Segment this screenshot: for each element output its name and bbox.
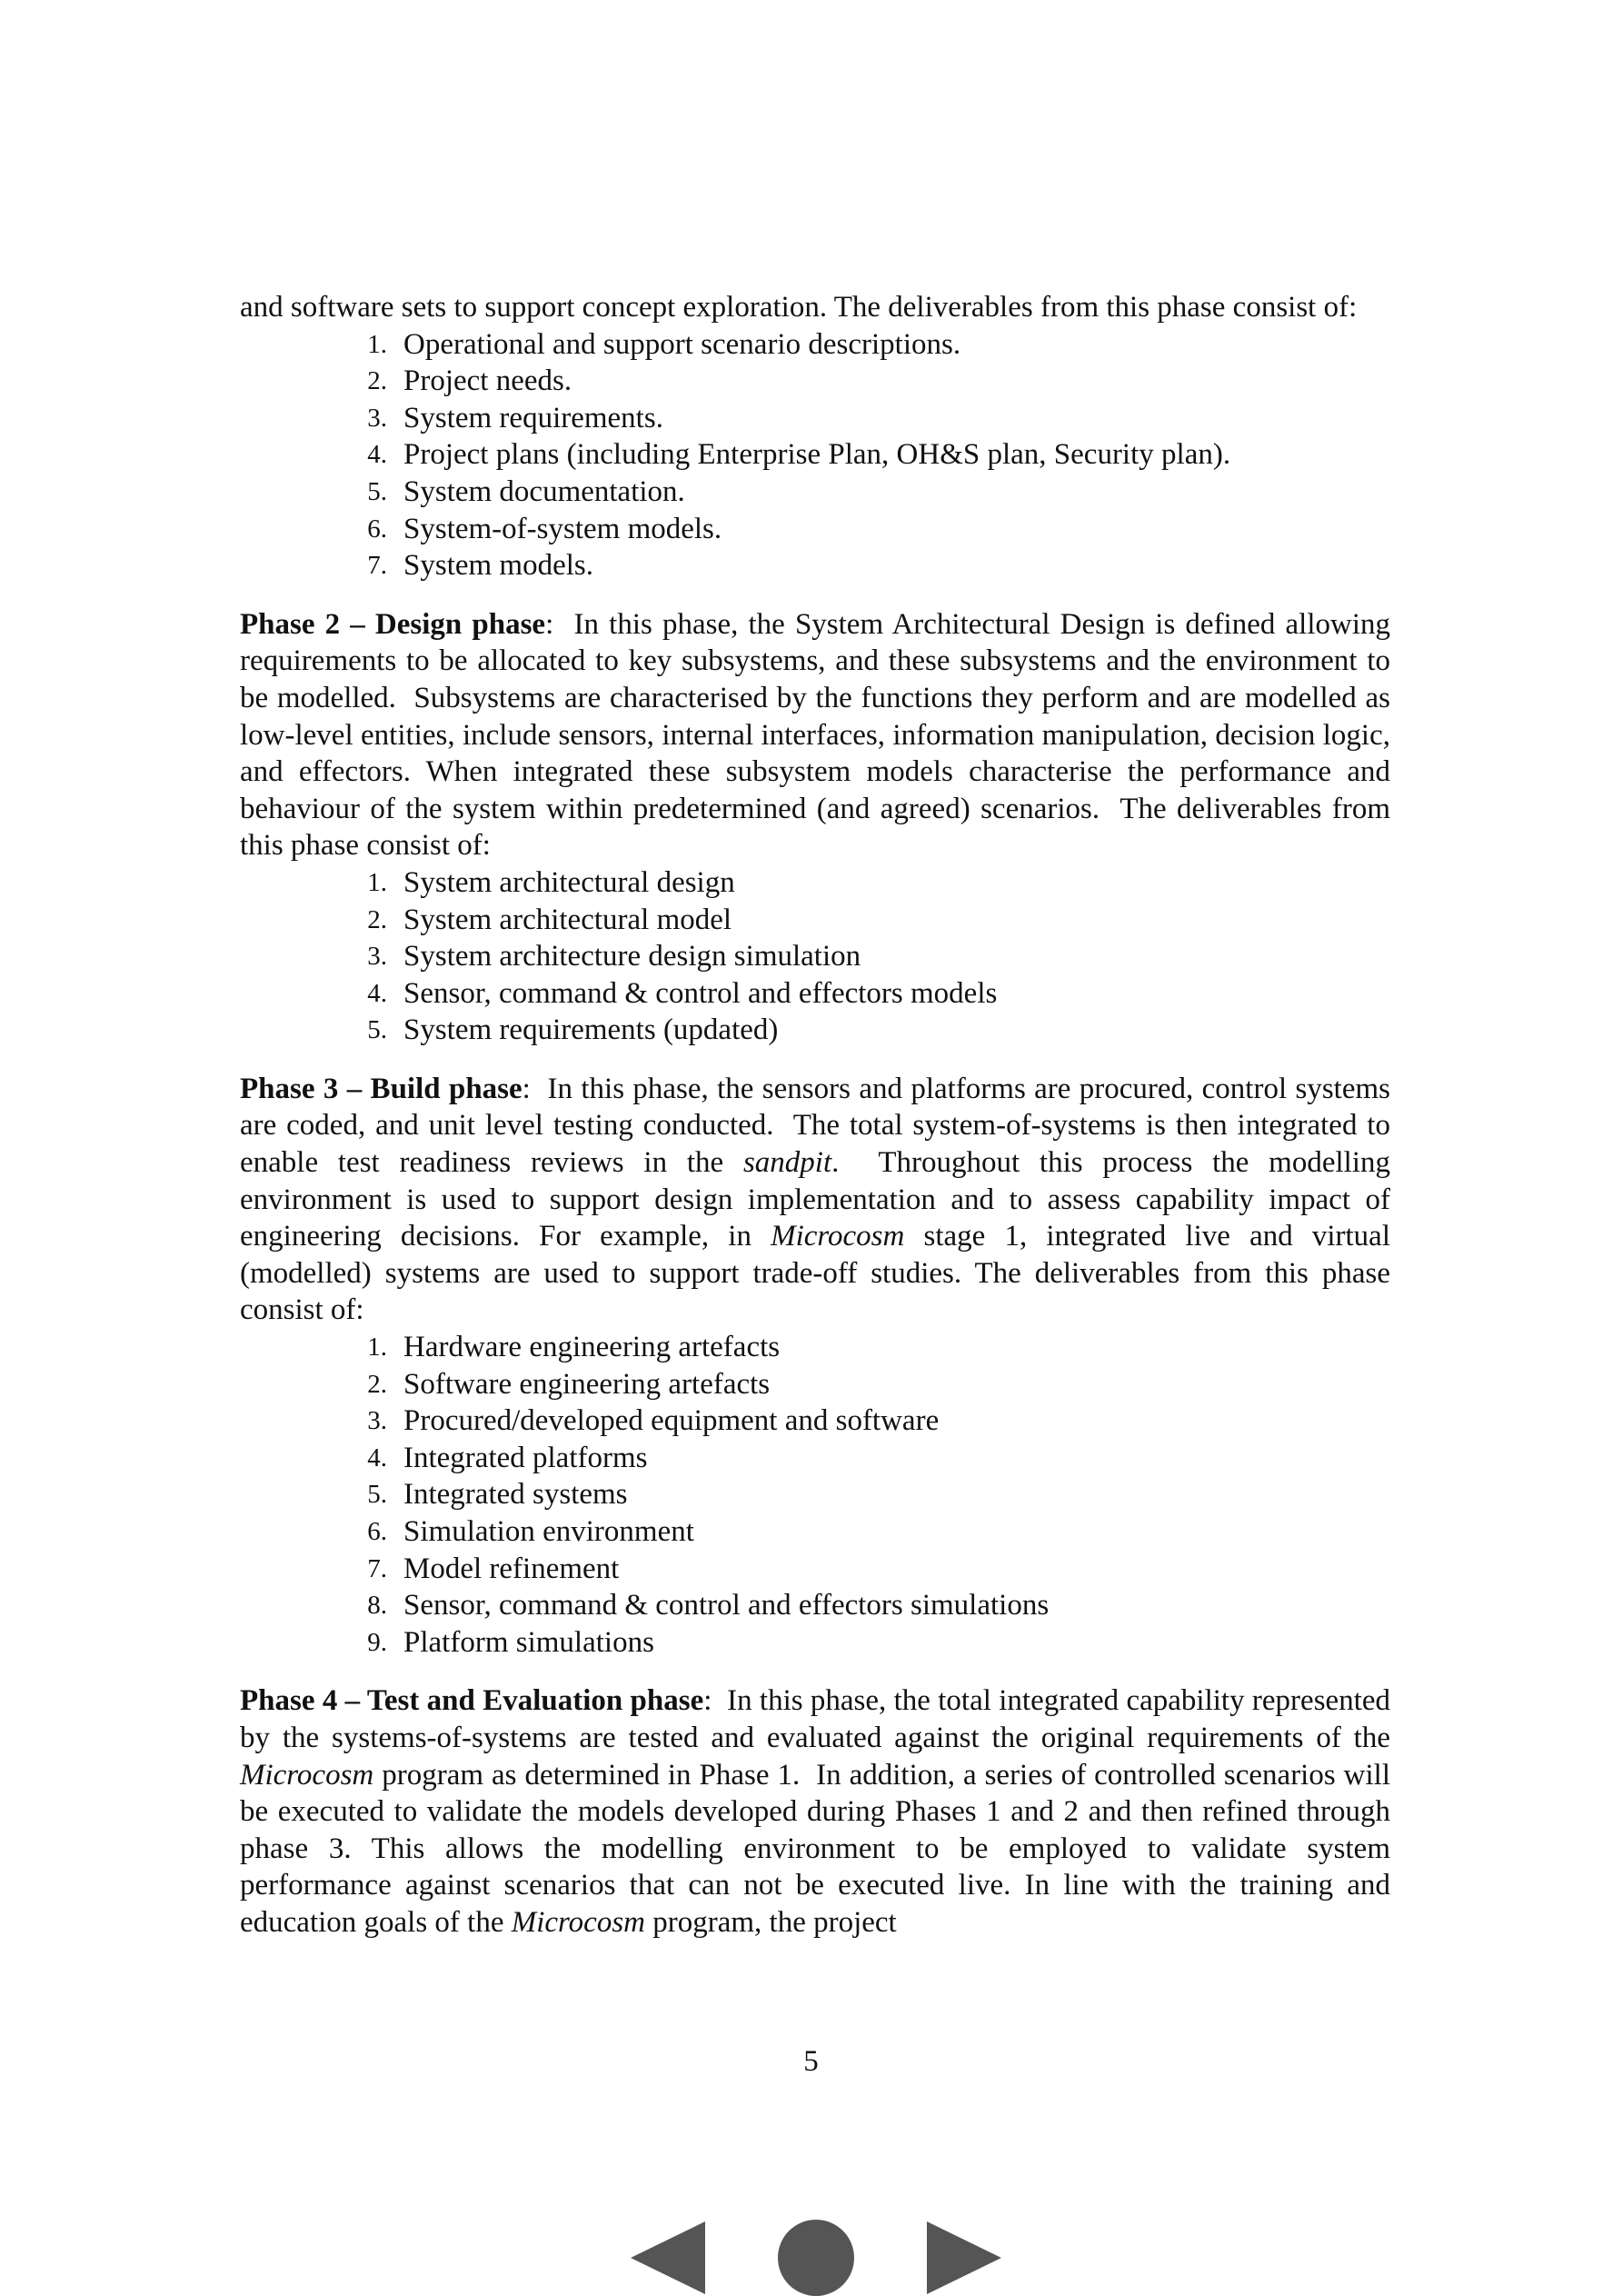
list-item	[240, 326, 1390, 364]
list-item	[240, 938, 1390, 975]
list-item-number: 2.	[367, 904, 387, 934]
list-item-number: 1.	[367, 1333, 387, 1363]
list-item	[240, 1403, 1390, 1440]
list-item-text: System requirements (updated)	[403, 1013, 779, 1047]
list-item	[240, 511, 1390, 548]
list-item	[240, 1440, 1390, 1477]
phase-4-text: program, the project	[645, 1905, 897, 1939]
list-item-text: Sensor, command & control and effectors simulations	[403, 1589, 1050, 1622]
list-item-number: 3.	[367, 403, 387, 433]
list-item-number: 3.	[367, 942, 387, 972]
list-item-number: 5.	[367, 1480, 387, 1510]
list-item-number: 6.	[367, 514, 387, 544]
deliverables-list-phase-1	[240, 326, 1390, 584]
previous-page-icon[interactable]	[631, 2221, 705, 2294]
list-item-text: System architectural model	[403, 903, 732, 936]
next-page-icon[interactable]	[927, 2221, 1001, 2294]
list-item-number: 8.	[367, 1591, 387, 1621]
list-item	[240, 547, 1390, 584]
list-item-number: 6.	[367, 1517, 387, 1546]
list-item-text: System architectural design	[403, 865, 735, 899]
list-item	[240, 902, 1390, 939]
list-item	[240, 1551, 1390, 1588]
list-item-number: 5.	[367, 1015, 387, 1045]
phase-4-emphasis: Microcosm	[240, 1758, 374, 1792]
list-item	[240, 975, 1390, 1013]
phase-3-emphasis: Microcosm	[771, 1220, 905, 1253]
phase-3-colon: :	[522, 1072, 531, 1105]
list-item-text: Sensor, command & control and effectors models	[403, 976, 998, 1010]
list-item-number: 1.	[367, 867, 387, 897]
list-item-text: System-of-system models.	[403, 512, 722, 545]
phase-4-colon: :	[703, 1684, 712, 1718]
list-item-number: 7.	[367, 1553, 387, 1583]
phase-4-text: program as determined in Phase 1. In addition, a series of controlled scenarios will be executed to validate the models developed during Phases 1 and 2 and then refined through phase 3. This allows the modelling environment to be employed to validate system performance against scenarios that can not be executed live. In line with the training and education goals of the	[240, 1758, 1398, 1939]
list-item	[240, 1012, 1390, 1049]
phase-3-text: In this phase, the sensors and platforms are procured, control systems are coded, and unit level testing conducted. The total system-of-systems is then integrated to enable test readiness reviews in the	[240, 1072, 1398, 1180]
list-item-number: 1.	[367, 329, 387, 359]
list-item	[240, 864, 1390, 902]
list-item	[240, 1624, 1390, 1662]
list-item-text: System models.	[403, 549, 594, 583]
phase-4-emphasis: Microcosm	[511, 1905, 645, 1939]
phase-2-text: In this phase, the System Architectural Design is defined allowing requirements to be allocated to key subsystems, and these subsystems and the environment to be modelled. Subsystems are characterised by the functions they perform and are modelled as low-level entities, include sensors, internal interfaces, information manipulation, decision logic, and effectors. When integrated these subsystem models characterise the performance and behaviour of the system within predetermined (and agreed) scenarios. The deliverables from this phase consist of:	[240, 607, 1398, 863]
list-item-text: Procured/developed equipment and software	[403, 1404, 940, 1438]
phase-3-emphasis: sandpit	[742, 1146, 832, 1180]
list-item-text: Integrated systems	[403, 1478, 628, 1512]
list-item	[240, 400, 1390, 437]
phase-4-heading: Phase 4 – Test and Evaluation phase	[240, 1684, 704, 1718]
phase-4-text: In this phase, the total integrated capability represented by the systems-of-systems are tested and evaluated against the original requirements of the	[240, 1684, 1398, 1754]
list-item-number: 2.	[367, 366, 387, 396]
phase-2-paragraph	[240, 606, 1398, 864]
home-circle-icon[interactable]	[778, 2220, 854, 2296]
list-item	[240, 1366, 1390, 1403]
list-item-number: 5.	[367, 476, 387, 506]
deliverables-list-phase-3	[240, 1329, 1390, 1661]
list-item-text: Platform simulations	[403, 1625, 654, 1659]
list-item-text: Simulation environment	[403, 1515, 694, 1548]
list-item-text: System architecture design simulation	[403, 940, 861, 973]
list-item-text: Project needs.	[403, 364, 572, 398]
page-content	[240, 289, 1398, 1942]
list-item-text: Project plans (including Enterprise Plan, OH&S plan, Security plan).	[403, 438, 1231, 472]
list-item-text: Integrated platforms	[403, 1441, 648, 1474]
list-item-number: 3.	[367, 1406, 387, 1436]
list-item-number: 2.	[367, 1369, 387, 1399]
list-item-text: Hardware engineering artefacts	[403, 1331, 781, 1364]
page-navigation	[0, 2220, 1622, 2296]
phase-3-text: stage 1, integrated live and virtual (modelled) systems are used to support trade-off studies. The deliverables from this phase consist of:	[240, 1220, 1390, 1327]
list-item	[240, 1513, 1390, 1551]
list-item-text: Operational and support scenario descriptions.	[403, 327, 961, 361]
list-item	[240, 1476, 1390, 1513]
list-item-text: Model refinement	[403, 1552, 620, 1585]
phase-3-heading: Phase 3 – Build phase	[240, 1072, 522, 1105]
list-item-text: System requirements.	[403, 401, 663, 434]
list-item	[240, 363, 1390, 400]
intro-paragraph: and software sets to support concept exploration. The deliverables from this phase consist of:	[240, 291, 1358, 324]
list-item	[240, 1329, 1390, 1366]
list-item-text: Software engineering artefacts	[403, 1367, 771, 1401]
list-item-number: 7.	[367, 551, 387, 581]
list-item-number: 4.	[367, 978, 387, 1008]
phase-2-heading: Phase 2 – Design phase	[240, 607, 546, 641]
phase-4-paragraph	[240, 1682, 1398, 1941]
list-item-number: 4.	[367, 440, 387, 470]
list-item	[240, 1587, 1390, 1624]
phase-3-text: . Throughout this process the modelling environment is used to support design implementation and to assess capability impact of engineering decisions. For example, in	[240, 1146, 1398, 1253]
list-item-text: System documentation.	[403, 474, 685, 508]
phase-3-paragraph	[240, 1071, 1398, 1329]
list-item-number: 4.	[367, 1442, 387, 1472]
deliverables-list-phase-2	[240, 864, 1390, 1049]
list-item	[240, 436, 1390, 474]
phase-2-colon: :	[545, 607, 554, 641]
list-item	[240, 474, 1390, 511]
list-item-number: 9.	[367, 1627, 387, 1657]
page-number: 5	[803, 2045, 819, 2078]
